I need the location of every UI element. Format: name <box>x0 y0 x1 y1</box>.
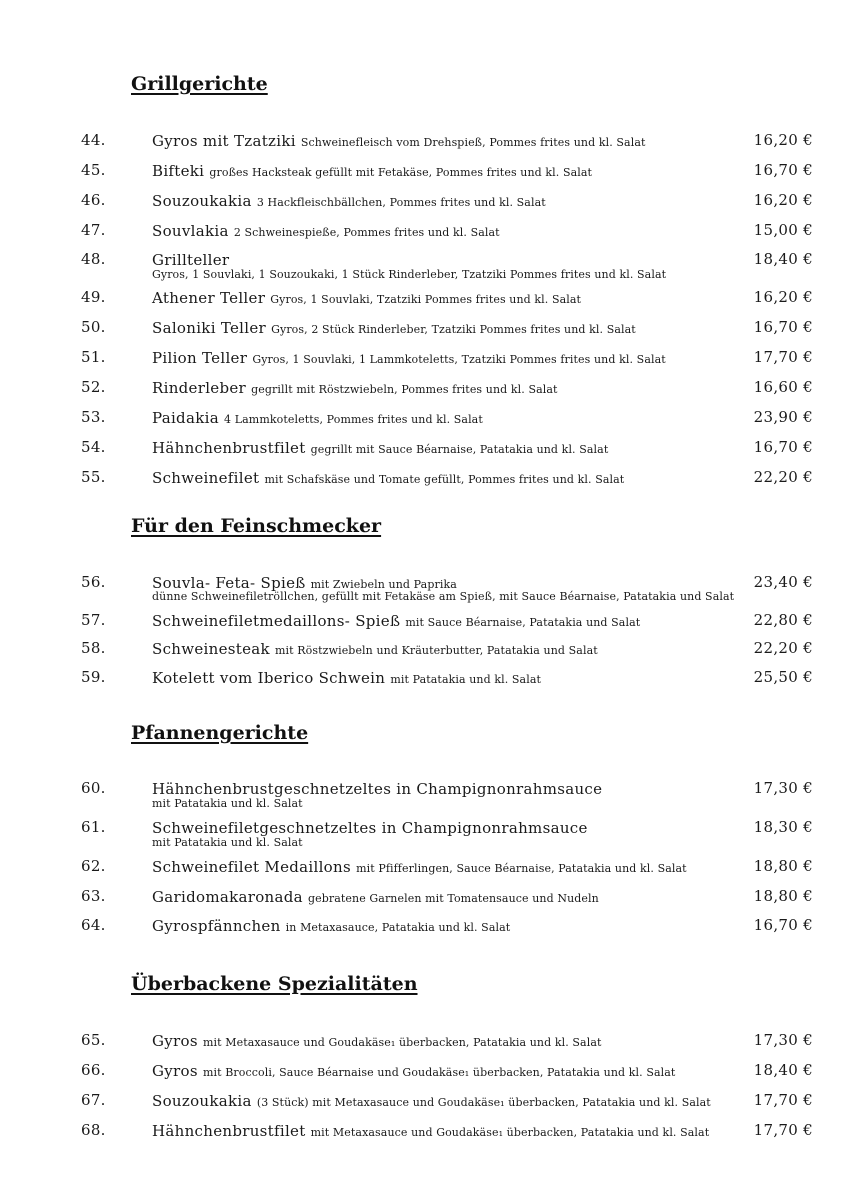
item-name: Gyrospfännchen <box>152 917 281 935</box>
item-name: Athener Teller <box>152 289 266 307</box>
item-description: 4 Lammkoteletts, Pommes frites und kl. Salat <box>224 413 483 426</box>
item-description-secondary: mit Patatakia und kl. Salat <box>152 797 303 810</box>
item-name: Hähnchenbrustgeschnetzeltes in Champignonrahmsauce <box>152 780 603 798</box>
item-price: 16,20 € <box>753 288 813 306</box>
item-number: 54. <box>81 438 106 456</box>
item-description: gebratene Garnelen mit Tomatensauce und Nudeln <box>307 892 599 905</box>
item-description: mit Sauce Béarnaise, Patatakia und Salat <box>405 616 641 629</box>
item-description: mit Pfifferlingen, Sauce Béarnaise, Patatakia und kl. Salat <box>356 862 687 875</box>
item-description: gegrillt mit Sauce Béarnaise, Patatakia und kl. Salat <box>310 443 609 456</box>
item-price: 22,20 € <box>753 639 813 657</box>
item-name: Pilion Teller <box>152 349 248 367</box>
item-price: 16,70 € <box>753 438 813 456</box>
item-number: 61. <box>81 818 106 836</box>
item-price: 16,60 € <box>753 378 813 396</box>
item-name: Schweinefilet Medaillons <box>152 858 351 876</box>
item-name: Gyros <box>152 1062 198 1080</box>
item-name: Kotelett vom Iberico Schwein <box>152 669 386 687</box>
item-number: 66. <box>81 1061 106 1079</box>
item-description: in Metaxasauce, Patatakia und kl. Salat <box>285 921 511 934</box>
item-description: Gyros, 2 Stück Rinderleber, Tzatziki Pommes frites und kl. Salat <box>271 323 636 336</box>
item-number: 50. <box>81 318 106 336</box>
item-number: 58. <box>81 639 106 657</box>
item-price: 18,40 € <box>753 1061 813 1079</box>
item-name: Gyros <box>152 1032 198 1050</box>
item-number: 65. <box>81 1031 106 1049</box>
item-number: 63. <box>81 887 106 905</box>
item-description: mit Röstzwiebeln und Kräuterbutter, Patatakia und Salat <box>275 644 598 657</box>
item-number: 64. <box>81 916 106 934</box>
item-price: 25,50 € <box>753 668 813 686</box>
item-name: Souvlakia <box>152 222 229 240</box>
section-title: Grillgerichte <box>131 73 268 95</box>
item-description: großes Hacksteak gefüllt mit Fetakäse, Pommes frites und kl. Salat <box>209 166 593 179</box>
item-price: 16,70 € <box>753 916 813 934</box>
item-number: 59. <box>81 668 106 686</box>
item-number: 55. <box>81 468 106 486</box>
item-number: 49. <box>81 288 106 306</box>
item-number: 52. <box>81 378 106 396</box>
item-number: 62. <box>81 857 106 875</box>
item-price: 18,30 € <box>753 818 813 836</box>
item-price: 16,70 € <box>753 318 813 336</box>
item-number: 46. <box>81 191 106 209</box>
item-price: 18,40 € <box>753 250 813 268</box>
section-title: Überbackene Spezialitäten <box>131 973 418 995</box>
item-price: 18,80 € <box>753 887 813 905</box>
item-description: mit Metaxasauce und Goudakäse₁ überbacken, Patatakia und kl. Salat <box>202 1036 602 1049</box>
item-price: 18,80 € <box>753 857 813 875</box>
section-title: Pfannengerichte <box>131 722 309 744</box>
item-description: mit Schafskäse und Tomate gefüllt, Pommes frites und kl. Salat <box>264 473 625 486</box>
item-description: mit Patatakia und kl. Salat <box>390 673 542 686</box>
item-description: Schweinefleisch vom Drehspieß, Pommes frites und kl. Salat <box>300 136 646 149</box>
item-description: mit Zwiebeln und Paprika <box>310 578 457 591</box>
item-description: (3 Stück) mit Metaxasauce und Goudakäse₁ überbacken, Patatakia und kl. Salat <box>256 1096 711 1109</box>
item-description: Gyros, 1 Souvlaki, 1 Lammkoteletts, Tzatziki Pommes frites und kl. Salat <box>252 353 666 366</box>
item-name: Schweinefilet <box>152 469 260 487</box>
item-name: Paidakia <box>152 409 219 427</box>
section-title: Für den Feinschmecker <box>131 515 382 537</box>
item-description: 3 Hackfleischbällchen, Pommes frites und kl. Salat <box>256 196 546 209</box>
item-description: mit Metaxasauce und Goudakäse₁ überbacken, Patatakia und kl. Salat <box>310 1126 710 1139</box>
item-description: mit Broccoli, Sauce Béarnaise und Goudakäse₁ überbacken, Patatakia und kl. Salat <box>202 1066 676 1079</box>
item-price: 22,20 € <box>753 468 813 486</box>
item-number: 56. <box>81 573 106 591</box>
item-price: 17,30 € <box>753 1031 813 1049</box>
item-description-secondary: dünne Schweinefiletröllchen, gefüllt mit Fetakäse am Spieß, mit Sauce Béarnaise, Patatakia und Salat <box>152 590 735 603</box>
item-description-secondary: Gyros, 1 Souvlaki, 1 Souzoukaki, 1 Stück Rinderleber, Tzatziki Pommes frites und kl. Salat <box>152 268 667 281</box>
item-price: 17,70 € <box>753 1091 813 1109</box>
item-number: 53. <box>81 408 106 426</box>
item-description: 2 Schweinespieße, Pommes frites und kl. Salat <box>233 226 500 239</box>
item-description-secondary: mit Patatakia und kl. Salat <box>152 836 303 849</box>
item-number: 57. <box>81 611 106 629</box>
item-price: 17,30 € <box>753 779 813 797</box>
item-name: Schweinesteak <box>152 640 270 658</box>
item-number: 45. <box>81 161 106 179</box>
item-name: Rinderleber <box>152 379 247 397</box>
item-price: 16,20 € <box>753 191 813 209</box>
item-number: 44. <box>81 131 106 149</box>
item-name: Garidomakaronada <box>152 888 303 906</box>
item-price: 23,90 € <box>753 408 813 426</box>
item-name: Schweinefiletmedaillons- Spieß <box>152 612 401 630</box>
item-number: 67. <box>81 1091 106 1109</box>
item-description: gegrillt mit Röstzwiebeln, Pommes frites und kl. Salat <box>251 383 558 396</box>
item-name: Souzoukakia <box>152 1092 252 1110</box>
item-number: 68. <box>81 1121 106 1139</box>
item-price: 23,40 € <box>753 573 813 591</box>
item-description: Gyros, 1 Souvlaki, Tzatziki Pommes frites und kl. Salat <box>270 293 582 306</box>
item-price: 16,20 € <box>753 131 813 149</box>
item-number: 48. <box>81 250 106 268</box>
item-price: 16,70 € <box>753 161 813 179</box>
item-price: 17,70 € <box>753 1121 813 1139</box>
item-name: Gyros mit Tzatziki <box>152 132 296 150</box>
item-name: Hähnchenbrustfilet <box>152 439 306 457</box>
item-price: 15,00 € <box>753 221 813 239</box>
item-number: 60. <box>81 779 106 797</box>
item-name: Souzoukakia <box>152 192 252 210</box>
item-name: Souvla- Feta- Spieß <box>152 574 306 592</box>
item-price: 22,80 € <box>753 611 813 629</box>
item-name: Hähnchenbrustfilet <box>152 1122 306 1140</box>
item-name: Schweinefiletgeschnetzeltes in Champignonrahmsauce <box>152 819 588 837</box>
item-name: Bifteki <box>152 162 205 180</box>
item-number: 47. <box>81 221 106 239</box>
item-price: 17,70 € <box>753 348 813 366</box>
item-number: 51. <box>81 348 106 366</box>
item-name: Saloniki Teller <box>152 319 267 337</box>
item-name: Grillteller <box>152 251 230 269</box>
